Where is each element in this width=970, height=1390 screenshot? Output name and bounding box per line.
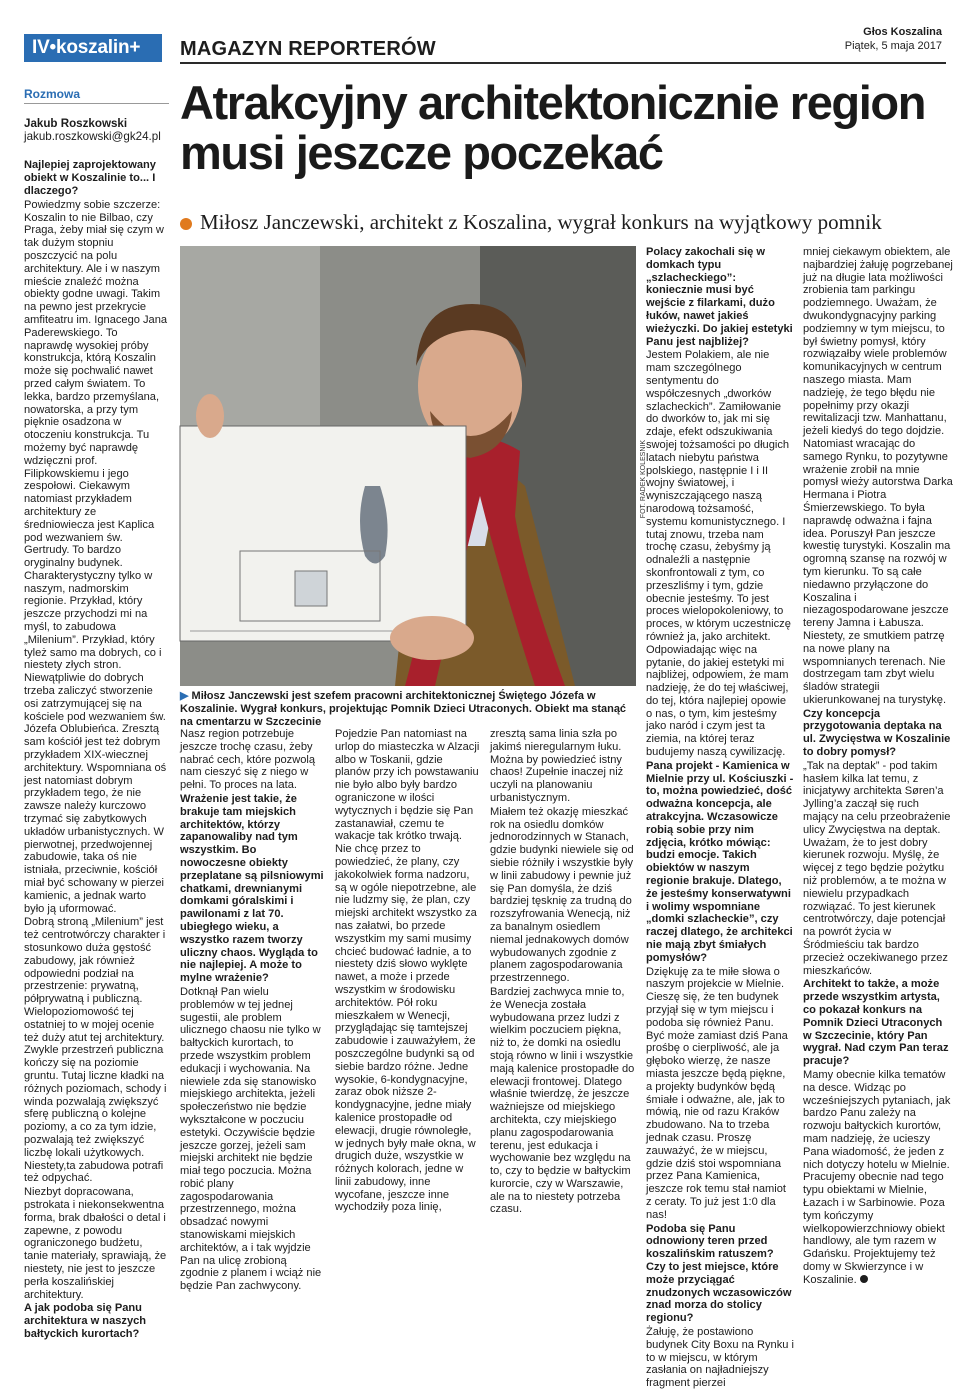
body-column-5 [803,246,953,1286]
interview-question: Polacy zakochali się w domkach typu „szlacheckiego”: koniecznie musi być wejście z filarkami, dużo łuków, nawet jakieś wieżyczki. Do jakiej estetyki Panu jest najbliżej? [646,246,793,348]
interview-question: A jak podoba się Panu architektura w naszych bałtyckich kurortach? [24,1302,147,1340]
author-email[interactable]: jakub.roszkowski@gk24.pl [24,129,161,143]
interview-paragraph: Nasz region potrzebuje jeszcze trochę czasu, żeby nabrać cech, które pozwolą nam cieszyć się z niego w pełni. To proces na lata. [180,728,316,792]
left-column [24,88,169,1342]
portrait-photo [180,246,636,686]
interview-paragraph: Dziękuję za te miłe słowa o naszym projekcie w Mielnie. Cieszę się, że ten budynek przyjął się w tym miejscu i podoba się również Panu. Być może zamiast dziś Pana prośbę o cierpliwość, ale ja głęboko wierzę, że nasze miasta jeszcze będą piękne, a projekty budynków będą śmiałe i odważne, ale, jak to mówią, nie od razu Kraków zbudowano. Na to trzeba jednak czasu. Proszę zauważyć, że w miejscu, gdzie dziś stoi wspomniana przez Pana Kamienica, jeszcze rok temu stał namiot z ceraty. To już jest 1:0 dla nas! [646,965,788,1221]
interview-paragraph: „Tak na deptak” - pod takim hasłem kilka lat temu, z inicjatywy architekta Søren’a Jylling’a zaczął się ruch mający na celu przeobrażenie ulicy Zwycięstwa na deptak. Uważam, że to jest dobry kierunek rozwoju. Myślę, że więcej z tego będzie pożytku niż problemów, a te można w niewielu przypadkach rozwiązać. To jest kierunek centrotwórczy, daje potencjał na powrót życia w Śródmieściu tak bardzo przecież oczekiwanego przez mieszkańców. [803,759,951,977]
footprint-shape [360,486,388,564]
interview-paragraph: Niezbyt dopracowana, pstrokata i niekonsekwentna forma, brak dbałości o detal i zapewne, z powodu ograniczonego budżetu, tanie materiały, sprawiają, że niestety, nie jest to jeszcze perła koszalińskiej architektury. [24,1186,167,1301]
interview-question: Wrażenie jest takie, że brakuje tam miejskich architektów, którzy zapanowaliby nad tym wszystkim. Bo nowoczesne obiekty przeplatane są pilsniowymi chatkami, drewnianymi domkami góralskimi i pawilonami z lat 70. ubiegłego wieku, a wszystko razem tworzy uliczny chaos. Wygląda to nie najlepiej. A może to mylne wrażenie? [180,792,324,985]
header-rule [180,62,946,64]
headline: Atrakcyjny architektonicznie region musi jeszcze poczekać [180,76,926,179]
newspaper-name: Głos Koszalina [863,26,942,38]
interview-paragraph: Bardziej zachwyca mnie to, że Wenecja została wybudowana przez ludzi z wielkim poczuciem piękna, niż to, że domki na osiedlu stoją równo w linii i wszystkie mają kalenice prostopadłe do elewacji frontowej. Dlatego właśnie twierdzę, że jeszcze ważniejsze od miejskiego architekta, czy miejskiego planu zagospodarowania terenu, jest edukacja i wychowanie bez względu na to, czy to będzie w bałtyckim kurorcie, czy w Warszawie, ale na to niestety potrzeba czasu. [490,985,635,1216]
hand-shape [390,616,474,660]
orange-dot-icon [180,218,192,230]
interview-question: Architekt to także, a może przede wszystkim artysta, co pokazał konkurs na Pomnik Dzieci Utraconych w Szczecinie, który Pan wygrał. Nad czym Pan teraz pracuje? [803,978,949,1068]
interview-paragraph: zresztą sama linia szła po jakimś nieregularnym łuku. Można by powiedzieć istny chaos! Zupełnie inaczej niż uczyli na planowaniu urbanistycznym. [490,728,624,804]
interview-paragraph: Powiedzmy sobie szczerze: Koszalin to nie Bilbao, czy Praga, żeby miał się czym w tak dużym stopniu poszczycić na polu architektury. Ale i w naszym mieście znaleźć można obiekty godne uwagi. Takim na pewno jest przekrycie amfiteatru im. Ignacego Jana Paderewskiego. To naprawdę wysokiej próby konstrukcja, którą Koszalin może się pochwalić nawet przed całym światem. To lekka, bardzo przemyślana, nowatorska, a przy tym pięknie osadzona w otoczeniu konstrukcja. Tu możemy być naprawdę wdzięczni prof. Filipkowskiemu i jego zespołowi. Ciekawym natomiast przykładem architektury ze średniowiecza jest Kaplica pod wezwaniem św. Gertrudy. To bardzo oryginalny budynek. Charakterystyczny tylko w naszym, nadmorskim regionie. Przykład, który jeszcze przychodzi mi na myśl, to zabudowa „Milenium”. Przykład, który tyleż samo ma dobrych, co i niestety złych stron. Niewątpliwie do dobrych trzeba zaliczyć stworzenie osi zatrzymującej się na kościele pod wezwaniem św. Józefa Oblubieńca. Zresztą sam kościół jest też dobrym przykładem XIX-wiecznej architektury. Wspomniana oś jest natomiast dobrym przykładem tego, że nie zawsze należy kurczowo trzymać się zabytkowych układów urbanistycznych. W pierwotnej, przedwojennej zabudowie, taka oś nie istniała, przeciwnie, kościół miał być schowany w pierzei kamienic, a jednak warto było ją uformować. [24,198,168,915]
body-column-3 [490,728,635,1216]
body-column-1 [180,728,325,1293]
interview-paragraph: Jestem Polakiem, ale nie mam szczególnego sentymentu do współczesnych „dworków szlacheckich”. Zamiłowanie do dworków to, jak mi się zdaje, efekt odszukiwania swojej tożsamości po długich latach niebytu państwa polskiego, następnie I i II wojny światowej, i wyniszczającego naszą narodową tożsamość, systemu komunistycznego. I tutaj znowu, trzeba nam trochę czasu, żebyśmy ją odnaleźli a następnie skonfrontowali z tym, co przeszliśmy i tym, gdzie obecnie jesteśmy. To jest proces wielopokoleniowy, to proces, w którym uczestniczę również ja, jako architekt. Odpowiadając więc na pytanie, do jakiej estetyki mi najbliżej, odpowiem, że mam nadzieję, że do tej właściwej, do tej, która najlepiej opowie o nas, o tym, kim jesteśmy jako naród i czym jest ta ziemia, na której teraz budujemy naszą cywilizację. [646,349,791,759]
interview-paragraph: Pojedzie Pan natomiast na urlop do miasteczka w Alzacji albo w Toskanii, gdzie planów przy ich powstawaniu nie było albo były bardzo ograniczone w ilości wytycznych i będzie się Pan zastanawiał, czemu te wakacje tak krótko trwają. Nie chcę przez to powiedzieć, że plany, czy jakokolwiek forma nadzoru, są w ogóle niepotrzebne, ale nie ludzmy się, że plan, czy miejski architekt wszystko za nas załatwi, bo przede wszystkim my sami musimy chcieć budować ładnie, a to niestety dziś słowo wyklęte nawet, a może i przede wszystkim w środowisku architektów. Pół roku mieszkałem w Wenecji, przyglądając się tamtejszej zabudowie i zauważyłem, że poszczególne budynki są od siebie bardzo różne. Jedne wysokie, 6-kondygnacyjne, zaraz obok niższe 2-kondygnacyjne, jedne miały kalenice prostopadłe od elewacji, drugie równoległe, w jednych były małe okna, w drugich duże, wszystkie w różnych kolorach, jedne w linii zabudowy, inne wycofane, jeszcze inne wychodziły poza linię, [335,728,480,1214]
section-tag: IV•koszalin+ [24,34,162,62]
body-column-2 [335,728,480,1214]
interview-paragraph: Dobrą stroną „Milenium” jest też centrotwórczy charakter i stosunkowo duża gęstość zabudowy, jak również odpowiedni podział na przestrzenie: prywatną, półprywatną i publiczną. Wielopoziomowość tej ostatniej to w mojej ocenie też duży atut tej architektury. Zwykle przestrzeń publiczna kończy się na poziomie gruntu. Tutaj liczne kładki na różnych poziomach, schody i winda pozwalają zwiększyć sferę publiczną o kolejne poziomy, a co za tym idzie, pozwalają też zwiększyć liczbę lokali użytkowych. Niestety,ta zabudowa potrafi też odpychać. [24,916,167,1185]
caption-arrow-icon: ▶ [180,690,189,702]
author-name: Jakub Roszkowski [24,116,128,130]
interview-question: Najlepiej zaprojektowany obiekt w Koszalinie to... I dlaczego? [24,159,156,197]
left-column-text [24,159,169,1340]
photo-caption [180,690,636,729]
interview-question: Pana projekt - Kamienica w Mielnie przy ul. Kościuszki - to, można powiedzieć, dość odważna koncepcja, ale atrakcyjna. Wczasowicze robią sobie przy nim zdjęcia, krótko mówiąc: budzi emocje. Takich obiektów w naszym regionie brakuje. Dlatego, że jesteśmy konserwatywni i wolimy wspomniane „domki szlacheckie”, czy raczej dlatego, że architekci nie mają zbyt śmiałych pomysłów? [646,759,794,964]
interview-question: Podoba się Panu odnowiony teren przed koszalińskim ratuszem? Czy to jest miejsce, które może przyciągać znudzonych wczasowiczów znad morza do stolicy regionu? [646,1222,792,1325]
photo-credit: FOT. RADEK KOLESNIK [640,440,647,519]
issue-date: Piątek, 5 maja 2017 [844,40,942,52]
lead-text: Miłosz Janczewski, architekt z Koszalina, wygrał konkurs na wyjątkowy pomnik [200,210,882,234]
drawing-sheet [180,426,466,641]
magazine-section-title: MAGAZYN REPORTERÓW [180,38,436,60]
lead [180,210,950,234]
interview-paragraph: Dotknął Pan wielu problemów w tej jednej sugestii, ale problem ulicznego chaosu nie tylko w bałtyckich kurortach, to przede wszystkim problem edukacji i wychowania. Na niewiele zda się stanowisko miejskiego architekta, jeżeli społeczeństwo nie będzie wykształcone w poczuciu estetyki. Oczywiście będzie jeszcze gorzej, jeżeli sam miejski architekt nie będzie miał tego poczucia. Można robić plany zagospodarowania przestrzennego, można obsadzać nowymi stanowiskami miejskich architektów, a i tak wyjdzie Pan na ulicę zrobioną zgodnie z planem i wciąż nie będzie Pan zachwycony. [180,985,322,1293]
interview-paragraph: Miałem też okazję mieszkać rok na osiedlu domków jednorodzinnych w Stanach, gdzie budynki niewiele się od siebie różniły i wszystkie były w linii zabudowy i pewnie już się Pan domyśla, że dziś bardziej tęsknię za trudną do rozszyfrowania Wenecją, niż za banalnym osiedlem niemal jednakowych domów wybudowanych zgodnie z planem zagospodarowania przestrzennego. [490,805,634,985]
end-dot-icon [860,1275,868,1283]
caption-text: Miłosz Janczewski jest szefem pracowni architektonicznej Świętego Józefa w Koszalinie. Wygrał konkurs, projektując Pomnik Dzieci Utraconych. Obiekt ma stanąć na cmentarzu w Szczecinie [180,690,627,728]
interview-question: Czy koncepcja przygotowania deptaka na ul. Zwycięstwa w Koszalinie to dobry pomysł? [803,707,951,759]
interview-paragraph: Mamy obecnie kilka tematów na desce. Widząc po wcześniejszych pytaniach, jak bardzo Panu zależy na rozwoju bałtyckich kurortów, mam nadzieję, że ucieszy Pana wiadomość, że jeden z nich dotyczy hotelu w Mielnie. Pracujemy obecnie nad tego typu obiektami w Mielnie, Łazach i w Sarbinowie. Poza tym kończymy wielkopowierzchniowy obiekt handlowy, ale tym razem w Gdańsku. Projektujemy też domy w Skwierzynce i w Koszalinie. [803,1069,951,1286]
interview-paragraph: Żałuję, że postawiono budynek City Boxu na Rynku i to w miejscu, w którym zasłania on najładniejszy fragment pierzei [646,1325,794,1390]
category-label: Rozmowa [24,88,169,104]
body-column-4 [646,246,794,1390]
interview-paragraph: mniej ciekawym obiektem, ale najbardziej żałuję pogrzebanej już na długie lata możliwości zrobienia tam parkingu podziemnego. Uważam, że dwukondygnacyjny parking podziemny w tym miejscu, to był świetny pomysł, który rozwiązałby wiele problemów komunikacyjnych w centrum naszego miasta. Mam nadzieję, że tego błędu nie popełnimy przy okazji rewitalizacji tzw. Manhattanu, jeżeli kiedyś do tego dojdzie. Natomiast wracając do samego Rynku, to pozytywne wrażenie zrobił na mnie pomysł wieży autorstwa Darka Hermana i Piotra Śmierzewskiego. To była naprawdę odważna i fajna idea. Poruszył Pan jeszcze kwestię turystyki. Koszalin ma ogromną szansę na rozwój w tym kierunku. To są całe niedawno przyłączone do Koszalina i niezagospodarowane jeszcze tereny Jamna i Łabusza. Niestety, ze smutkiem patrzę na nowe plany na wspomnianych terenach. Nie dostrzegam tam zbyt wielu śladów strategii ukierunkowanej na turystykę. [803,246,953,706]
